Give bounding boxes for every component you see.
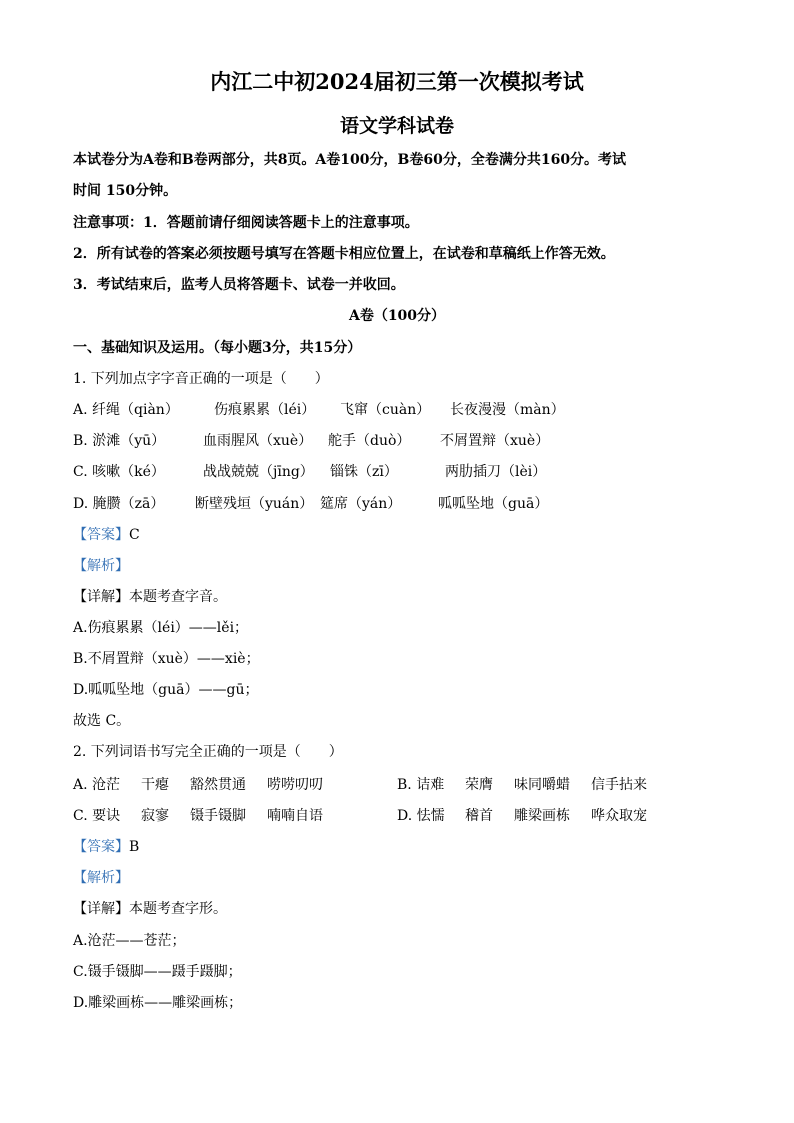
q1-c-1: C. 咳嗽（ké） bbox=[73, 464, 165, 480]
q2-detail bbox=[73, 900, 227, 918]
q2-analysis-tag: 【解析】 bbox=[73, 870, 129, 886]
q1-a-4: 长夜漫漫（màn） bbox=[450, 402, 565, 418]
q2-note-3: D.雕梁画栋——雕梁画栋； bbox=[73, 995, 243, 1011]
q2-a-2: 干瘪 bbox=[141, 777, 169, 793]
q1-c-4: 两肋插刀（lèi） bbox=[445, 464, 547, 480]
q2-c-4: 喃喃自语 bbox=[267, 808, 323, 824]
q2-b-3: 味同嚼蜡 bbox=[514, 777, 570, 793]
q1-b-4: 不屑置辩（xuè） bbox=[440, 433, 550, 449]
answer-value: B bbox=[129, 839, 140, 855]
detail-text: 本题考查字形。 bbox=[129, 901, 227, 917]
q2-b-1: B. 诘难 bbox=[397, 777, 445, 793]
page-title: 内江二中初2024届初三第一次模拟考试 bbox=[210, 69, 584, 94]
q1-a-2: 伤痕累累（léi） bbox=[214, 402, 316, 418]
intro-line-2: 时间 150分钟。 bbox=[73, 183, 178, 199]
q1-a-1: A. 纤绳（qiàn） bbox=[73, 402, 179, 418]
q2-answer bbox=[73, 838, 139, 856]
detail-text: 本题考查字音。 bbox=[129, 589, 227, 605]
q1-a-3: 飞窜（cuàn） bbox=[340, 402, 431, 418]
rule-2: 2．所有试卷的答案必须按题号填写在答题卡相应位置上，在试卷和草稿纸上作答无效。 bbox=[73, 246, 615, 262]
q1-note-3: D.呱呱坠地（guā）——gū； bbox=[73, 682, 259, 698]
q2-d-3: 雕梁画栋 bbox=[514, 808, 570, 824]
q2-b-4: 信手拈来 bbox=[591, 777, 647, 793]
q2-c-1: C. 要诀 bbox=[73, 808, 121, 824]
q1-d-4: 呱呱坠地（guā） bbox=[438, 496, 549, 512]
detail-tag: 【详解】 bbox=[73, 589, 129, 605]
q2-d-1: D. 怯懦 bbox=[397, 808, 445, 824]
q1-d-3: 筵席（yán） bbox=[320, 496, 402, 512]
page-subtitle: 语文学科试卷 bbox=[339, 115, 454, 137]
q1-analysis-tag: 【解析】 bbox=[73, 558, 129, 574]
q1-answer bbox=[73, 526, 140, 544]
q2-a-1: A. 沧茫 bbox=[73, 777, 121, 793]
q1-b-1: B. 淤滩（yū） bbox=[73, 433, 166, 449]
q2-c-3: 镊手镊脚 bbox=[190, 808, 246, 824]
q1-d-1: D. 腌臜（zā） bbox=[73, 496, 165, 512]
q1-conclusion: 故选 C。 bbox=[73, 713, 131, 729]
q2-a-3: 豁然贯通 bbox=[190, 777, 246, 793]
answer-value: C bbox=[129, 527, 140, 543]
q2-d-4: 哗众取宠 bbox=[591, 808, 647, 824]
q1-stem: 1. 下列加点字字音正确的一项是（ ） bbox=[73, 371, 329, 387]
notice-line: 注意事项：1．答题前请仔细阅读答题卡上的注意事项。 bbox=[73, 215, 419, 231]
answer-tag: 【答案】 bbox=[73, 527, 129, 543]
q2-d-2: 稽首 bbox=[465, 808, 493, 824]
q2-c-2: 寂寥 bbox=[141, 808, 169, 824]
q2-note-2: C.镊手镊脚——蹑手蹑脚； bbox=[73, 964, 242, 980]
q1-note-2: B.不屑置辩（xuè）——xiè； bbox=[73, 651, 260, 667]
q1-c-3: 锱铢（zī） bbox=[330, 464, 398, 480]
answer-tag: 【答案】 bbox=[73, 839, 129, 855]
q1-note-1: A.伤痕累累（léi）——lěi； bbox=[73, 620, 249, 636]
q2-stem: 2. 下列词语书写完全正确的一项是（ ） bbox=[73, 744, 343, 760]
q2-note-1: A.沧茫——苍茫； bbox=[73, 933, 186, 949]
q1-detail bbox=[73, 588, 227, 606]
q1-b-3: 舵手（duò） bbox=[328, 433, 411, 449]
q1-d-2: 断壁残垣（yuán） bbox=[195, 496, 314, 512]
q2-b-2: 荣膺 bbox=[465, 777, 493, 793]
q2-a-4: 唠唠叨叨 bbox=[267, 777, 323, 793]
q1-b-2: 血雨腥风（xuè） bbox=[203, 433, 313, 449]
rule-3: 3．考试结束后，监考人员将答题卡、试卷一并收回。 bbox=[73, 277, 405, 293]
section-a-title: A卷（100分） bbox=[348, 308, 446, 324]
intro-line-1: 本试卷分为A卷和B卷两部分，共8页。A卷100分，B卷60分，全卷满分共160分。考试 bbox=[73, 152, 627, 168]
q1-c-2: 战战兢兢（jīng） bbox=[203, 464, 314, 480]
detail-tag: 【详解】 bbox=[73, 901, 129, 917]
part-1-heading: 一、基础知识及运用。（每小题3分，共15分） bbox=[73, 340, 362, 356]
